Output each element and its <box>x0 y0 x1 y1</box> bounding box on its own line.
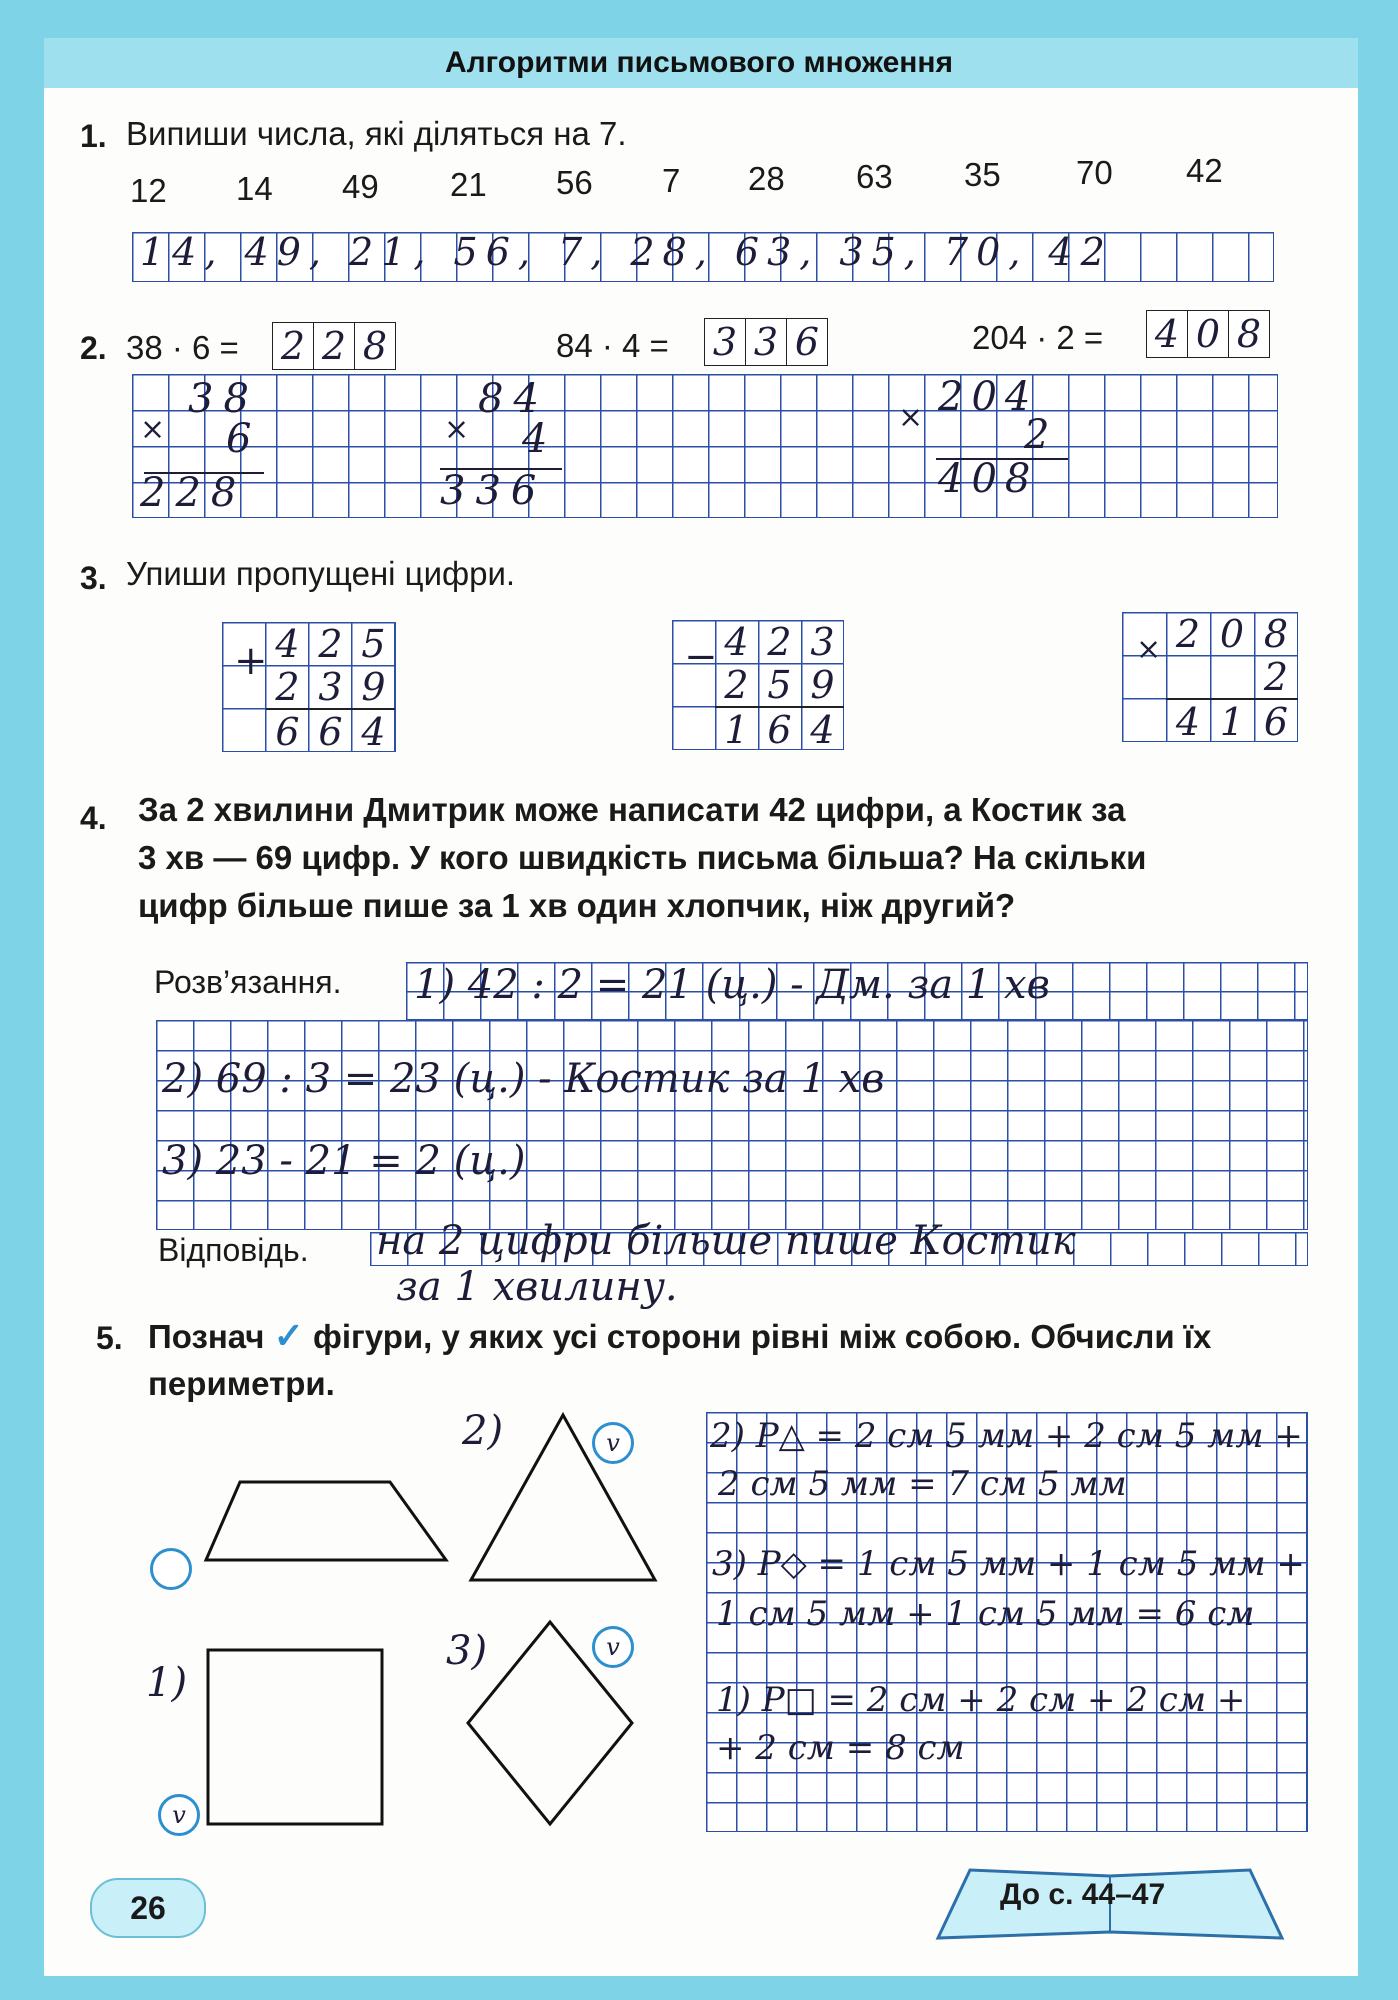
triangle-mark-circle[interactable]: v <box>592 1422 634 1464</box>
checkmark-icon: ✓ <box>273 1315 304 1356</box>
trapezoid-mark-circle[interactable] <box>150 1548 192 1590</box>
task1-answer: 14, 49, 21, 56, 7, 28, 63, 35, 70, 42 <box>140 230 1113 274</box>
task4-text-line2: 3 хв — 69 цифр. У кого швидкість письма більша? На скільки <box>138 839 1147 876</box>
digit: 4 <box>1154 312 1180 356</box>
digit: 2 <box>313 323 354 369</box>
task1-number: 1. <box>80 118 107 154</box>
number: 28 <box>748 160 785 197</box>
task5-text-a: Познач <box>148 1318 265 1355</box>
digit: 2 <box>280 324 306 368</box>
solution-line3: 3) 23 - 21 = 2 (ц.) <box>162 1138 526 1184</box>
number: 56 <box>556 164 593 201</box>
digit: 3 <box>712 320 738 364</box>
task3-text: Упиши пропущені цифри. <box>126 555 516 592</box>
multiplier: 2 <box>1024 412 1050 458</box>
solution-label: Розв’язання. <box>150 964 346 1001</box>
digit: 4 <box>275 622 300 666</box>
task5-text-line1 <box>148 1314 1211 1359</box>
page-title: Алгоритми письмового множення <box>444 46 954 79</box>
rhombus-label: 3) <box>446 1628 488 1674</box>
task5-number: 5. <box>96 1320 123 1356</box>
square-label: 1) <box>146 1660 188 1706</box>
task3-sub-digits <box>715 620 844 751</box>
perimeter-line: + 2 см = 8 см <box>716 1728 965 1768</box>
digit: 1 <box>724 708 749 752</box>
digit: 3 <box>318 665 343 709</box>
number: 35 <box>964 156 1001 193</box>
digit: 2 <box>1263 655 1289 699</box>
task4-text-line1: За 2 хвилини Дмитрик може написати 42 цифри, а Костик за <box>138 791 1126 828</box>
number: 63 <box>856 158 893 195</box>
product: 228 <box>140 470 247 516</box>
number: 12 <box>130 172 167 209</box>
digit: 8 <box>1263 612 1289 656</box>
digit: 6 <box>767 708 792 752</box>
perimeter-line: 2) P△ = 2 см 5 мм + 2 см 5 мм + <box>710 1416 1303 1456</box>
task3-mul-digits <box>1166 612 1298 743</box>
digit <box>1166 655 1210 698</box>
digit: 4 <box>361 710 386 754</box>
task4-grid <box>156 1020 1308 1230</box>
digit: 2 <box>767 620 792 664</box>
number: 7 <box>662 162 681 199</box>
digit: 4 <box>724 620 749 664</box>
product: 336 <box>440 468 547 514</box>
times-sign: × <box>898 400 924 435</box>
digit: 4 <box>810 708 835 752</box>
times-sign: × <box>1136 632 1162 667</box>
task4-text-line3: цифр більше пише за 1 хв один хлопчик, ніж другий? <box>138 887 1016 924</box>
digit: 3 <box>745 319 786 365</box>
digit: 2 <box>724 663 749 707</box>
task2-ans3-box <box>1146 310 1270 358</box>
multiplier: 6 <box>226 416 252 462</box>
answer-label: Відповідь. <box>154 1232 313 1269</box>
times-sign: × <box>140 412 166 447</box>
page-number: 26 <box>90 1878 206 1938</box>
perimeter-line: 2 см 5 мм = 7 см 5 мм <box>718 1464 1127 1504</box>
answer-line1: на 2 цифри більше пише Костик <box>376 1218 1076 1264</box>
digit: 9 <box>810 663 835 707</box>
number: 21 <box>450 166 487 203</box>
answer-line2: за 1 хвилину. <box>396 1264 678 1310</box>
number: 70 <box>1076 154 1113 191</box>
digit: 2 <box>318 622 343 666</box>
plus-sign: + <box>234 638 268 684</box>
digit: 4 <box>1175 700 1201 744</box>
number: 49 <box>342 168 379 205</box>
number: 42 <box>1186 152 1223 189</box>
times-sign: × <box>444 412 470 447</box>
perimeter-line: 1) P□ = 2 см + 2 см + 2 см + <box>716 1680 1246 1720</box>
trapezoid-shape <box>206 1482 446 1560</box>
task2-eq3: 204 · 2 = <box>972 319 1104 356</box>
task3-number: 3. <box>80 560 107 596</box>
digit: 6 <box>1263 700 1289 744</box>
product: 408 <box>938 456 1039 502</box>
digit: 8 <box>1228 311 1269 357</box>
digit: 3 <box>810 620 835 664</box>
digit: 8 <box>354 323 395 369</box>
task5-text-b: фігури, у яких усі сторони рівні між собою. Обчисли їх <box>312 1318 1212 1355</box>
perimeter-line: 3) P◇ = 1 см 5 мм + 1 см 5 мм + <box>712 1544 1305 1584</box>
task1-text: Випиши числа, які діляться на 7. <box>126 115 627 152</box>
task2-ans2-box <box>704 318 828 366</box>
square-mark-circle[interactable]: v <box>158 1794 200 1836</box>
task2-grid <box>132 374 1278 518</box>
square-shape <box>208 1650 382 1824</box>
task2-number: 2. <box>80 330 107 366</box>
solution-line1: 1) 42 : 2 = 21 (ц.) - Дм. за 1 хв <box>414 962 1050 1008</box>
triangle-label: 2) <box>462 1408 504 1454</box>
multiplicand: 38 <box>188 376 259 422</box>
digit: 5 <box>361 622 386 666</box>
rhombus-mark-circle[interactable]: v <box>592 1626 634 1668</box>
digit: 9 <box>361 665 386 709</box>
digit: 5 <box>767 663 792 707</box>
reference-pages: До с. 44–47 <box>1000 1878 1166 1911</box>
digit: 6 <box>318 710 343 754</box>
digit: 2 <box>275 665 300 709</box>
task2-ans1-box <box>272 322 396 370</box>
digit: 2 <box>1175 612 1201 656</box>
perimeter-line: 1 см 5 мм + 1 см 5 мм = 6 см <box>716 1594 1255 1634</box>
task5-text-line2: периметри. <box>148 1365 335 1402</box>
digit <box>1210 655 1254 698</box>
digit: 6 <box>786 319 827 365</box>
multiplier: 4 <box>522 416 548 462</box>
task4-number: 4. <box>80 800 107 836</box>
digit: 0 <box>1187 311 1228 357</box>
task5-shapes <box>140 1390 680 1860</box>
digit: 6 <box>275 710 300 754</box>
task2-eq1: 38 · 6 = <box>126 329 239 366</box>
number: 14 <box>236 170 273 207</box>
solution-line2: 2) 69 : 3 = 23 (ц.) - Костик за 1 хв <box>162 1056 885 1102</box>
task3-add-digits <box>266 622 395 753</box>
task2-eq2: 84 · 4 = <box>556 327 669 364</box>
digit: 1 <box>1219 700 1245 744</box>
minus-sign: − <box>684 634 718 680</box>
digit: 0 <box>1219 612 1245 656</box>
multiplicand: 204 <box>938 374 1039 420</box>
multiplicand: 84 <box>478 376 549 422</box>
